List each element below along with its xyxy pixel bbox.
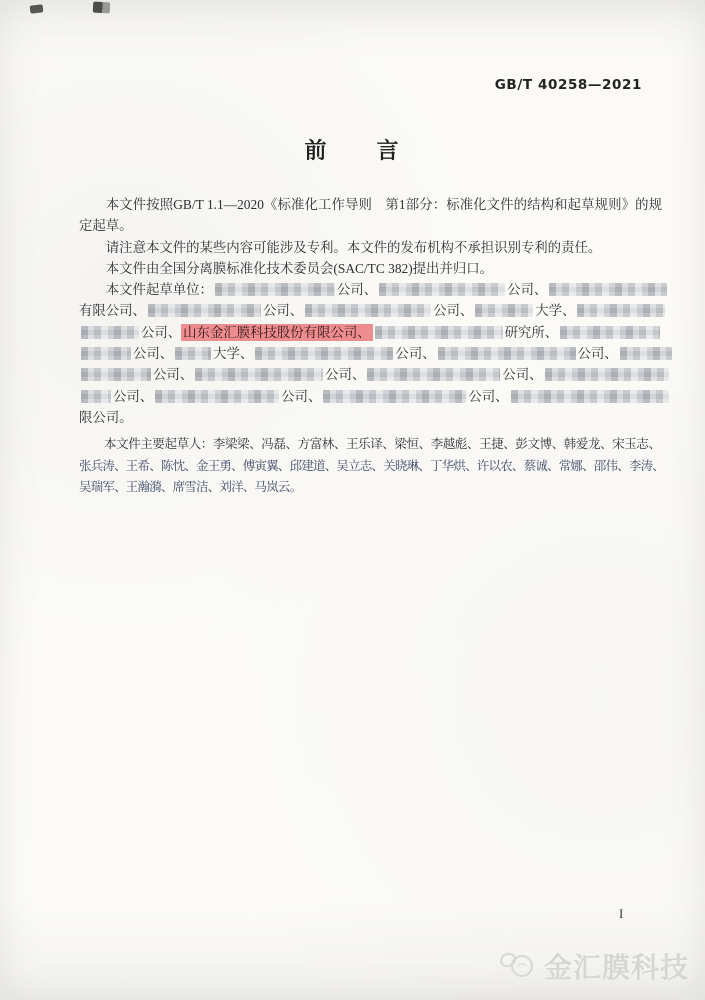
brand-watermark [498,946,689,986]
redacted-company-name [375,326,503,339]
drafting-units-line [79,364,662,385]
drafting-unit-text: 公司、 [577,346,618,362]
redacted-company-name [323,390,466,403]
drafting-unit-text: 公司、 [502,367,543,383]
drafters-line: 吴瑞军、王瀚漪、席雪洁、刘洋、马岚云。 [79,479,302,494]
foreword-body [79,194,665,498]
redacted-company-name [545,368,669,381]
redacted-company-name [560,326,660,339]
redacted-company-name [81,326,139,339]
drafting-units-line [79,407,662,428]
redacted-company-name [511,390,669,403]
drafting-unit-text: 公司、 [113,388,154,404]
drafting-units-paragraph [79,279,662,428]
redacted-company-name [81,368,151,381]
membrane-brand-logo-icon [498,948,538,985]
drafting-unit-text: 大学、 [535,303,576,319]
drafting-units-line [79,386,662,407]
redacted-company-name [549,283,667,296]
drafting-unit-text: 公司、 [433,303,474,319]
drafting-unit-text: 有限公司、 [79,303,146,319]
redacted-company-name [155,390,279,403]
redacted-company-name [367,368,500,381]
standard-number: GB/T 40258—2021 [494,77,642,93]
drafting-unit-text: 公司、 [153,367,194,383]
drafters-paragraph [79,434,665,498]
paragraph-drafting-basis: 本文件按照GB/T 1.1—2020《标准化工作导则 第1部分：标准化文件的结构和起草规则》的规定起草。 [79,197,662,234]
redacted-company-name [195,368,323,381]
redacted-company-name [215,283,335,296]
drafting-unit-text: 公司、 [141,324,182,340]
drafters-line: 本文件主要起草人：李梁梁、冯磊、方富林、王乐译、梁恒、李越彪、王捷、彭文博、韩爱龙、宋玉志、 [104,437,661,452]
drafting-unit-text: 公司、 [395,346,436,362]
redacted-company-name [305,304,431,317]
drafting-units-line [79,343,662,364]
redacted-company-name [475,304,533,317]
redacted-company-name [577,304,665,317]
page-title: 前 言 [304,138,401,163]
drafting-units-line [79,300,662,321]
paragraph-patent-notice: 请注意本文件的某些内容可能涉及专利。本文件的发布机构不承担识别专利的责任。 [105,239,602,255]
redacted-company-name [148,304,261,317]
drafting-units-line [79,279,662,300]
redacted-company-name [255,347,393,360]
redacted-company-name [379,283,505,296]
drafting-unit-text: 公司、 [281,388,322,404]
highlighted-company-name: 山东金汇膜科技股份有限公司、 [183,324,371,340]
drafting-unit-text: 公司、 [133,346,174,362]
scan-artifact-mark [93,2,111,14]
drafting-unit-text: 本文件起草单位： [105,282,213,298]
drafting-unit-text: 公司、 [336,282,378,298]
drafting-unit-text: 公司、 [468,388,509,404]
redacted-company-name [81,347,131,360]
redacted-company-name [438,347,576,360]
drafting-unit-text: 公司、 [507,282,548,298]
redacted-company-name [620,347,672,360]
page-number: I [619,906,624,921]
drafting-unit-text: 公司、 [262,303,304,319]
paragraph-committee: 本文件由全国分离膜标准化技术委员会(SAC/TC 382)提出并归口。 [105,260,494,276]
redacted-company-name [175,347,211,360]
drafting-units-line [79,322,662,343]
brand-watermark-text: 金汇膜科技 [543,951,689,984]
drafting-unit-text: 公司、 [325,367,366,383]
drafting-unit-text: 研究所、 [504,324,559,340]
scan-artifact-mark [30,4,44,13]
drafting-unit-text: 大学、 [213,346,254,362]
redacted-company-name [81,390,111,403]
drafting-unit-text: 限公司。 [79,409,133,425]
drafters-line: 张兵涛、王希、陈忱、金王勇、傅寅翼、邱建道、吴立志、关晓琳、丁华烘、许以农、蔡诚、常娜、邵伟、李涛、 [79,458,665,473]
